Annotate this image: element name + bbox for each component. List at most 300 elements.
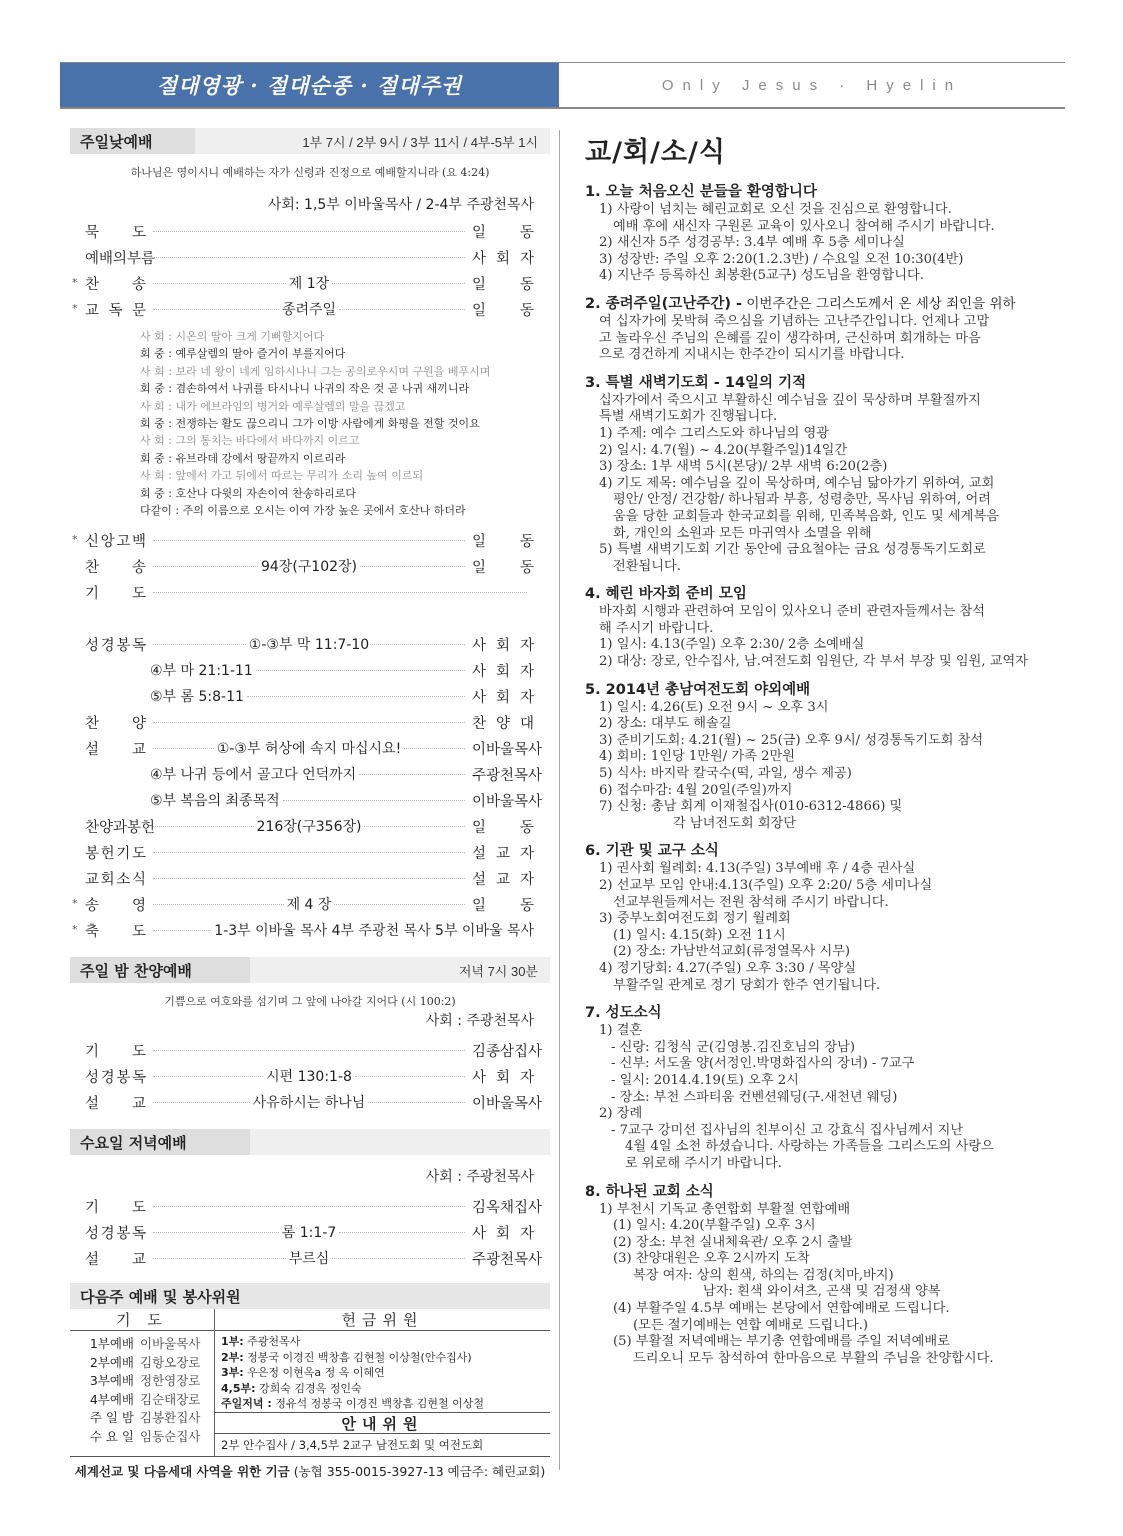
offering-column <box>215 1309 550 1456</box>
worship-order-list-2 <box>70 527 550 943</box>
news-heading-title: 6. 기관 및 교구 소식 <box>585 843 719 860</box>
char: 찬 <box>472 715 487 732</box>
order-label <box>70 868 146 889</box>
news-line: - 신랑: 김청식 군(김영봉.김진호님의 장남) <box>611 1039 855 1055</box>
offering-row <box>221 1365 550 1381</box>
order-label: 찬양과봉헌 <box>85 819 156 836</box>
char: 자 <box>519 871 534 888</box>
dotted-leader <box>364 826 465 827</box>
order-row <box>70 761 550 787</box>
news-line: 1) 권사회 월례회: 4.13(주일) 3부예배 후 / 4층 권사실 <box>599 861 916 877</box>
order-row <box>70 553 550 579</box>
offering-row <box>221 1334 550 1350</box>
banner-tagline: Only Jesus · Hyelin <box>661 76 963 94</box>
offering-row <box>221 1350 550 1366</box>
news-line: - 7교구 강미선 집사님의 친부이신 고 강효식 집사님께서 지난 <box>611 1122 964 1138</box>
char: 자 <box>519 637 534 654</box>
section-title: 주일낮예배 <box>70 128 195 154</box>
order-fill <box>146 722 472 723</box>
char: 도 <box>131 845 146 862</box>
offering-names: 정봉국 이경진 백창흠 김현철 이상철(안수집사) <box>243 1350 472 1364</box>
char: 사 <box>472 1069 487 1086</box>
char: 양 <box>495 715 510 732</box>
order-detail: 부르심 <box>288 1251 330 1268</box>
char: 식 <box>131 871 146 888</box>
news-line: 5) 특별 새벽기도회 기간 동안에 금요철야는 금요 성경통독기도회로 <box>599 542 986 558</box>
char: 동 <box>519 302 534 319</box>
order-fill <box>146 540 472 541</box>
order-person <box>472 686 550 707</box>
order-row <box>70 917 550 943</box>
news-item <box>585 842 1065 994</box>
order-person: 주광천목사 <box>472 1251 543 1268</box>
dotted-leader <box>153 592 527 593</box>
order-row <box>70 657 550 683</box>
news-heading-title: 8. 하나된 교회 소식 <box>585 1183 714 1200</box>
dotted-leader <box>153 930 211 931</box>
order-detail: 제 1장 <box>288 276 330 292</box>
char: 대 <box>519 715 534 732</box>
char: 도 <box>131 1199 146 1216</box>
asterisk-icon: * <box>72 302 78 315</box>
news-line: 2) 선교부 모임 안내:4.13(주일) 오후 2:20/ 5층 세미나실 <box>599 878 933 893</box>
news-line: 4) 회비: 1인당 1만원/ 가족 2만원 <box>599 749 795 765</box>
char: 송 <box>85 897 100 914</box>
dotted-leader <box>283 800 465 801</box>
news-heading <box>585 374 1065 393</box>
order-fill <box>146 738 472 758</box>
reading-line: 사 회 : 내가 에브라임의 병거와 예루살렘의 말을 끊겠고 <box>140 399 406 413</box>
char: 찬 <box>85 276 100 293</box>
news-heading-title: 4. 혜린 바자회 준비 모임 <box>585 586 747 603</box>
order-fill <box>146 1222 472 1242</box>
order-fill <box>146 634 472 654</box>
dotted-leader <box>153 1076 263 1077</box>
order-detail: 시편 130:1-8 <box>266 1069 352 1086</box>
order-detail: ④부 나귀 등에서 골고다 언덕까지 <box>150 767 357 784</box>
char: 일 <box>472 533 487 550</box>
news-heading <box>585 585 1065 604</box>
char: 회 <box>495 250 510 267</box>
next-week-table <box>70 1309 550 1457</box>
theme-verse: 하나님은 영이시니 예배하는 자가 신령과 진정으로 예배할지니라 (요 4:24) <box>130 166 490 179</box>
news-title: 교/회/소/식 <box>585 137 726 168</box>
char: 기 <box>116 845 131 862</box>
news-line: (4) 부활주일 4.5부 예배는 본당에서 연합예배로 드립니다. <box>613 1301 950 1317</box>
news-heading-title: 3. 특별 새벽기도회 - 14일의 기적 <box>585 374 807 391</box>
order-detail: 사유하시는 하나님 <box>252 1095 366 1112</box>
char: 찬 <box>85 559 100 576</box>
order-row <box>70 813 550 839</box>
char: 고 <box>116 533 131 550</box>
reading-line: 다같이 : 주의 이름으로 오시는 이여 가장 높은 곳에서 호산나 하더라 <box>140 504 466 518</box>
reading-line: 사 회 : 앞에서 가고 뒤에서 따르는 무리가 소리 높여 이르되 <box>140 469 424 483</box>
char: 사 <box>472 663 487 680</box>
order-person <box>472 634 550 655</box>
order-label <box>70 1040 146 1061</box>
char: 독 <box>108 302 123 319</box>
next-week-header: 다음주 예배 및 봉사위원 <box>70 1283 550 1309</box>
dotted-leader <box>339 309 465 310</box>
order-person <box>472 247 550 268</box>
char: 영 <box>131 897 146 914</box>
order-fill <box>146 660 472 680</box>
news-list <box>585 183 1065 1367</box>
order-fill <box>146 273 472 293</box>
order-row <box>70 605 550 631</box>
dotted-leader <box>256 670 465 671</box>
dotted-leader <box>339 1232 465 1233</box>
char: 회 <box>100 871 115 888</box>
dotted-leader <box>153 1102 250 1103</box>
news-line: 1) 일시: 4.13(주일) 오후 2:30/ 2층 소예배실 <box>599 637 865 653</box>
news-heading-title: 5. 2014년 총남여전도회 야외예배 <box>585 681 811 698</box>
news-line: 1) 주제: 예수 그리스도와 하나님의 영광 <box>599 425 830 441</box>
news-line: 화, 개인의 소원과 모든 마귀역사 소멸을 위해 <box>613 525 872 541</box>
news-item <box>585 1004 1065 1172</box>
offering-list <box>215 1331 550 1412</box>
news-item <box>585 183 1065 285</box>
dotted-leader <box>153 309 279 310</box>
char: 독 <box>131 1225 146 1242</box>
worship-order-column <box>70 128 550 1480</box>
usher-header: 안내위원 <box>215 1412 550 1434</box>
news-line: 예배 후에 새신자 구원론 교육이 있사오니 참여해 주시기 바랍니다. <box>613 218 995 234</box>
char: 헌 <box>100 845 115 862</box>
char: 신 <box>85 533 100 550</box>
presider: 사회 : 주광천목사 <box>425 1169 534 1186</box>
char: 회 <box>495 637 510 654</box>
news-line: 복장 여자: 상의 흰색, 하의는 검정(치마,바지) <box>633 1267 894 1283</box>
char: 성 <box>85 1069 100 1086</box>
news-line: 2) 새신자 5주 성경공부: 3.4부 예배 후 5층 세미나실 <box>599 235 905 251</box>
order-fill <box>146 231 472 232</box>
char: 독 <box>131 1069 146 1086</box>
order-row <box>70 1245 550 1271</box>
dotted-leader <box>153 826 254 827</box>
dotted-leader <box>153 644 246 645</box>
news-line: 1) 사랑이 넘치는 혜린교회로 오신 것을 진심으로 환영합니다. <box>599 202 952 217</box>
char: 기 <box>85 1199 100 1216</box>
prayer-row <box>70 1335 214 1354</box>
dotted-leader <box>153 852 465 853</box>
char: 자 <box>519 250 534 267</box>
char: 일 <box>472 302 487 319</box>
order-detail: ①-③부 막 11:7-10 <box>248 637 370 654</box>
news-line: 3) 중부노회여전도회 정기 월례회 <box>599 911 791 927</box>
order-label <box>70 221 146 242</box>
news-heading <box>585 681 1065 700</box>
wednesday-header <box>70 1129 550 1155</box>
order-person <box>472 842 550 863</box>
dotted-leader <box>153 722 465 723</box>
news-item <box>585 295 1065 364</box>
order-label <box>70 1222 146 1243</box>
char: 회 <box>495 1069 510 1086</box>
news-line: 해 주시기 바랍니다. <box>599 620 714 636</box>
prayer-column <box>70 1309 215 1456</box>
order-fill <box>146 299 472 319</box>
news-line: 1) 부천시 기독교 총연합회 부활절 연합예배 <box>599 1201 851 1217</box>
news-heading-title: 7. 성도소식 <box>585 1005 662 1022</box>
char: 동 <box>519 897 534 914</box>
order-detail: 216장(구356장) <box>256 819 362 836</box>
order-person <box>472 868 550 889</box>
order-row <box>70 270 550 296</box>
char: 묵 <box>85 224 100 241</box>
order-fill <box>146 764 472 784</box>
news-line: 1) 결혼 <box>599 1023 643 1039</box>
order-label <box>70 1196 146 1217</box>
char: 교 <box>131 741 146 758</box>
asterisk-icon: * <box>72 897 78 911</box>
order-fill <box>146 257 472 258</box>
reading-line: 사 회 : 그의 통치는 바다에서 바다까지 이르고 <box>140 434 360 448</box>
char: 설 <box>85 1251 100 1268</box>
offering-names: 우은정 이현옥a 정 옥 이혜연 <box>243 1366 385 1380</box>
order-fill <box>146 852 472 853</box>
char: 교 <box>131 1251 146 1268</box>
order-person <box>472 221 550 242</box>
news-heading <box>585 1004 1065 1023</box>
order-fill <box>146 894 472 914</box>
dotted-leader <box>153 1232 279 1233</box>
char: 독 <box>131 637 146 654</box>
news-heading <box>585 183 1065 202</box>
char: 앙 <box>100 533 115 550</box>
char: 설 <box>85 1095 100 1112</box>
order-person <box>472 1222 550 1243</box>
order-label <box>70 712 146 733</box>
news-line: 4월 4일 소천 하셨습니다. 사랑하는 가족들을 그리스도의 사랑으 <box>625 1139 994 1155</box>
prayer-person: 김순태장로 <box>140 1391 201 1407</box>
news-heading <box>585 1183 1065 1202</box>
service-name: 4부예배 <box>89 1391 134 1407</box>
section-title: 주일 밤 찬양예배 <box>70 957 250 983</box>
reading-line: 회 중 : 예루살렘의 딸아 즐거이 부를지어다 <box>140 347 346 361</box>
news-line: 각 남녀전도회 회장단 <box>673 815 797 831</box>
presider: 사회: 1,5부 이바울목사 / 2-4부 주광천목사 <box>267 197 534 213</box>
news-line: 으로 경건하게 지내시는 한주간이 되시기를 바랍니다. <box>599 347 905 363</box>
news-item <box>585 681 1065 833</box>
char: 도 <box>131 923 146 940</box>
order-label <box>70 556 146 577</box>
char: 봉 <box>85 845 100 862</box>
dotted-leader <box>153 566 258 567</box>
news-line: (5) 부활절 저녁예배는 부기총 연합예배를 주일 저녁예배로 <box>613 1334 950 1350</box>
reading-line: 회 중 : 호산나 다윗의 자손이여 찬송하리로다 <box>140 486 356 500</box>
news-item <box>585 1183 1065 1368</box>
news-line: 5) 식사: 바지락 칼국수(떡, 과일, 생수 제공) <box>599 766 852 782</box>
char: 경 <box>100 1069 115 1086</box>
order-fill <box>146 686 472 706</box>
news-line: 평안/ 안정/ 건강함/ 하나됨과 부흥, 성령충만, 목사님 위하여, 어려 <box>613 492 991 508</box>
char: 도 <box>131 224 146 241</box>
prayer-row <box>70 1409 214 1428</box>
news-line: 3) 장소: 1부 새벽 5시(본당)/ 2부 새벽 6:20(2층) <box>599 459 888 475</box>
order-detail: 제 4 장 <box>286 897 332 914</box>
news-line: 선교부원들께서는 전원 참석해 주시기 바랍니다. <box>613 894 889 910</box>
order-person: 주광천목사 <box>472 767 543 784</box>
usher-text: 2부 안수집사 / 3,4,5부 2교구 남전도회 및 여전도회 <box>221 1437 484 1452</box>
asterisk-icon: * <box>72 923 78 937</box>
order-row <box>70 527 550 553</box>
char: 봉 <box>116 637 131 654</box>
order-label <box>70 530 146 551</box>
prayer-row <box>70 1391 214 1410</box>
offering-part: 1부: <box>221 1335 244 1349</box>
news-line: 6) 접수마감: 4월 20일(주일)까지 <box>599 782 793 798</box>
theme-verse: 기쁨으로 여호와를 섬기며 그 앞에 나아갈 지어다 (시 100:2) <box>164 995 456 1009</box>
service-name: 2부예배 <box>89 1354 134 1370</box>
news-line: 로 위로해 주시기 바랍니다. <box>625 1155 782 1171</box>
order-row <box>70 1193 550 1219</box>
news-heading-body: 이번주간은 그리스도께서 온 세상 죄인을 위하 <box>742 295 1016 312</box>
order-detail: 94장(구102장) <box>260 559 358 576</box>
sunday-worship-header <box>70 128 550 154</box>
char: 백 <box>131 533 146 550</box>
order-person <box>472 816 550 837</box>
order-label <box>70 273 146 294</box>
offering-part: 2부: <box>221 1350 244 1364</box>
order-fill <box>146 1092 472 1112</box>
dotted-leader <box>332 283 465 284</box>
char: 문 <box>131 302 146 319</box>
prayer-header: 기 도 <box>70 1309 214 1331</box>
order-row <box>70 1063 550 1089</box>
dotted-leader <box>153 1258 286 1259</box>
char: 사 <box>472 1225 487 1242</box>
fund-label: 세계선교 및 다음세대 사역을 위한 기금 <box>74 1463 290 1479</box>
news-line: 3) 준비기도회: 4.21(월) ~ 25(금) 오후 9시/ 성경통독기도회 참석 <box>599 732 984 748</box>
order-fill <box>146 878 472 879</box>
news-line: 특별 새벽기도회가 진행됩니다. <box>599 409 778 425</box>
char: 회 <box>495 689 510 706</box>
char: 기 <box>85 585 100 602</box>
char: 일 <box>472 559 487 576</box>
order-detail: ④부 마 21:1-11 <box>150 663 253 680</box>
char: 교 <box>131 1095 146 1112</box>
char: 소 <box>116 871 131 888</box>
char: 자 <box>519 845 534 862</box>
news-line: 2) 대상: 장로, 안수집사, 남.여전도회 임원단, 각 부서 부장 및 임원, 교역자 <box>599 654 1029 670</box>
char: 경 <box>100 637 115 654</box>
dotted-leader <box>153 904 284 905</box>
reading-line: 회 중 : 유브라데 강에서 땅끝까지 이르리라 <box>140 451 346 465</box>
order-label <box>70 1092 146 1113</box>
responsive-reading <box>140 328 550 519</box>
prayer-person: 김봉환집사 <box>140 1410 201 1426</box>
service-name: 수 요 일 <box>89 1428 134 1444</box>
char: 봉 <box>116 1069 131 1086</box>
order-detail: 롬 1:1-7 <box>281 1225 337 1242</box>
order-label: 예배의부름 <box>85 250 156 267</box>
order-label <box>70 582 146 603</box>
order-row <box>70 296 550 322</box>
order-row <box>70 709 550 735</box>
char: 교 <box>495 871 510 888</box>
char: 교 <box>85 871 100 888</box>
mission-fund <box>70 1462 550 1480</box>
order-row <box>70 683 550 709</box>
order-row <box>70 891 550 917</box>
service-times: 1부 7시 / 2부 9시 / 3부 11시 / 4부-5부 1시 <box>302 134 538 150</box>
char: 자 <box>519 689 534 706</box>
prayer-person: 이바울목사 <box>140 1336 201 1352</box>
order-row <box>70 1037 550 1063</box>
char: 회 <box>495 1225 510 1242</box>
section-title: 수요일 저녁예배 <box>70 1129 250 1155</box>
order-detail: 1-3부 이바울 목사 4부 주광천 목사 5부 이바울 목사 <box>214 923 534 940</box>
offering-part: 4,5부: <box>221 1381 256 1395</box>
order-person: 김옥채집사 <box>472 1199 543 1216</box>
char: 동 <box>519 533 534 550</box>
news-line: 3) 성장반: 주일 오후 2:20(1.2.3반) / 수요일 오전 10:30(4반) <box>599 251 964 267</box>
order-row <box>70 1089 550 1115</box>
char: 설 <box>472 871 487 888</box>
char: 송 <box>131 559 146 576</box>
dotted-leader <box>153 1206 465 1207</box>
news-line: - 일시: 2014.4.19(토) 오후 2시 <box>611 1072 799 1088</box>
prayer-row <box>70 1354 214 1373</box>
prayer-list <box>70 1331 214 1448</box>
order-person: 이바울목사 <box>472 741 543 758</box>
dotted-leader <box>153 283 286 284</box>
banner-motto: 절대영광 · 절대순종 · 절대주권 <box>60 63 559 107</box>
church-news-column <box>585 128 1065 1377</box>
order-row <box>70 631 550 657</box>
dotted-leader <box>404 748 465 749</box>
dotted-leader <box>334 904 465 905</box>
news-line: - 장소: 부천 스파티움 컨벤션웨딩(구.새천년 웨딩) <box>611 1089 898 1105</box>
news-line: (2) 장소: 가남반석교회(류정열목사 시무) <box>613 944 851 960</box>
dotted-leader <box>368 1102 465 1103</box>
order-fill <box>146 816 472 836</box>
char: 일 <box>472 224 487 241</box>
order-person: 김종삼집사 <box>472 1043 543 1060</box>
news-line: (모든 절기예배는 연합 예배로 드립니다.) <box>633 1317 869 1333</box>
reading-line: 회 중 : 전쟁하는 활도 끊으리니 그가 이방 사람에게 화평을 전할 것이요 <box>140 417 480 431</box>
news-item <box>585 585 1065 670</box>
offering-part: 주일저녁 : <box>221 1397 272 1411</box>
char: 일 <box>472 276 487 293</box>
news-line: 2) 장소: 대부도 해솔길 <box>599 716 732 732</box>
news-line: (1) 일시: 4.20(부활주일) 오후 3시 <box>613 1218 816 1234</box>
reading-line: 회 중 : 겸손하여서 나귀를 타시나니 나귀의 작은 것 곧 나귀 새끼니라 <box>140 382 470 396</box>
news-line: 움을 당한 교회들과 한국교회를 위해, 민족복음화, 인도 및 세계복음 <box>613 508 999 524</box>
order-label <box>70 894 146 915</box>
dotted-leader <box>153 1050 465 1051</box>
char: 일 <box>472 897 487 914</box>
order-fill <box>146 556 472 576</box>
char: 도 <box>131 1043 146 1060</box>
order-detail: ⑤부 복음의 최종목적 <box>150 793 280 810</box>
order-row <box>70 735 550 761</box>
prayer-row <box>70 1428 214 1447</box>
news-line: 2) 일시: 4.7(월) ~ 4.20(부활주일)14일간 <box>599 442 848 458</box>
order-fill <box>146 1248 472 1268</box>
order-row <box>70 787 550 813</box>
news-line: 1) 일시: 4.26(토) 오전 9시 ~ 오후 3시 <box>599 699 829 715</box>
service-name: 1부예배 <box>89 1336 134 1352</box>
news-line: 2) 장례 <box>599 1106 643 1122</box>
presider: 사회 : 주광천목사 <box>425 1013 534 1030</box>
order-detail: 종려주일 <box>281 302 337 318</box>
offering-row <box>221 1396 550 1412</box>
order-person <box>472 1066 550 1087</box>
char: 기 <box>85 1043 100 1060</box>
char: 설 <box>85 741 100 758</box>
